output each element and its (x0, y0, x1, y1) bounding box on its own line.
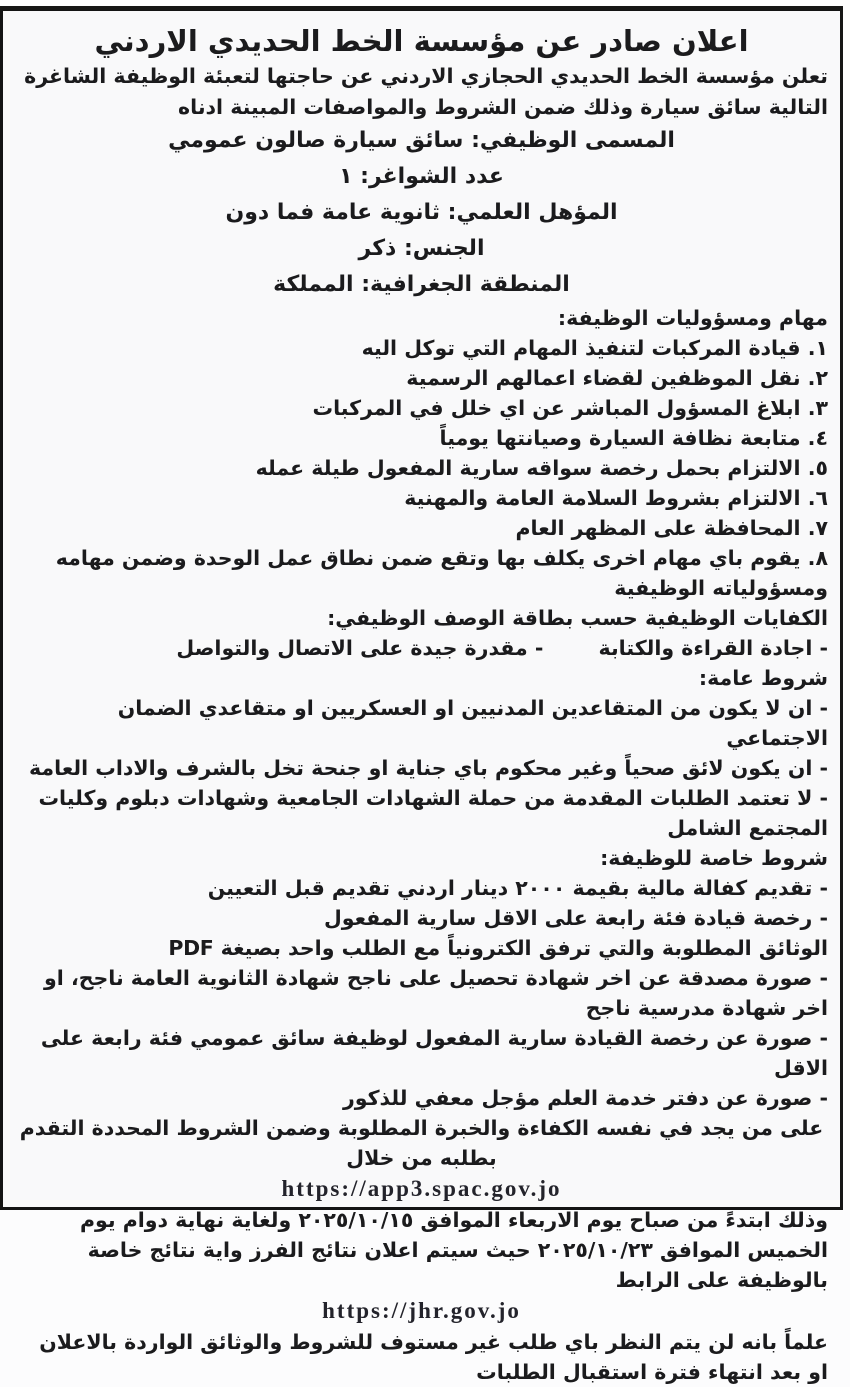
general-condition-2: - ان يكون لائق صحياً وغير محكوم باي جناية او جنحة تخل بالشرف والاداب العامة (29, 756, 828, 780)
spec-gender: الجنس: ذكر (358, 236, 485, 261)
duty-item-8: ٨. يقوم باي مهام اخرى يكلف بها وتقع ضمن نطاق عمل الوحدة وضمن مهامه ومسؤولياته الوظيفية (55, 546, 828, 600)
announcement-title: اعلان صادر عن مؤسسة الخط الحديدي الاردني (94, 24, 749, 58)
announcement-frame (0, 6, 843, 1384)
document-item-3: - صورة عن دفتر خدمة العلم مؤجل معفي للذكور (342, 1086, 828, 1110)
general-conditions-heading: شروط عامة: (698, 666, 828, 690)
general-condition-1: - ان لا يكون من المتقاعدين المدنيين او العسكريين او متقاعدي الضمان الاجتماعي (117, 696, 828, 750)
duty-item-3: ٣. ابلاغ المسؤول المباشر عن اي خلل في المركبات (312, 396, 828, 420)
footer-note: علماً بانه لن يتم النظر باي طلب غير مستوف للشروط والوثائق الواردة بالاعلان او بعد انتهاء فترة استقبال الطلبات (39, 1330, 828, 1384)
duty-item-4: ٤. متابعة نظافة السيارة وصيانتها يومياً (439, 426, 828, 450)
duty-item-2: ٢. نقل الموظفين لقضاء اعمالهم الرسمية (406, 366, 828, 390)
spec-qualification: المؤهل العلمي: ثانوية عامة فما دون (225, 200, 618, 225)
application-url-link[interactable]: https://app3.spac.gov.jo (281, 1176, 562, 1201)
documents-heading: الوثائق المطلوبة والتي ترفق الكترونياً مع الطلب واحد بصيغة PDF (168, 936, 828, 960)
competency-communication: - مقدرة جيدة على الاتصال والتواصل (176, 636, 544, 660)
spec-geographic-area: المنطقة الجغرافية: المملكة (273, 272, 570, 297)
duty-item-1: ١. قيادة المركبات لتنفيذ المهام التي توكل اليه (361, 336, 828, 360)
special-condition-1: - تقديم كفالة مالية بقيمة ٢٠٠٠ دينار اردني تقديم قبل التعيين (207, 876, 828, 900)
competency-reading-writing: - اجادة القراءة والكتابة (598, 636, 828, 660)
job-specs (15, 123, 828, 303)
special-condition-2: - رخصة قيادة فئة رابعة على الاقل سارية المفعول (323, 906, 828, 930)
special-conditions-heading: شروط خاصة للوظيفة: (600, 846, 828, 870)
competencies-line (15, 633, 828, 663)
spec-job-title: المسمى الوظيفي: سائق سيارة صالون عمومي (168, 128, 675, 153)
duty-item-5: ٥. الالتزام بحمل رخصة سواقه سارية المفعول طيلة عمله (255, 456, 828, 480)
duty-item-6: ٦. الالتزام بشروط السلامة العامة والمهنية (404, 486, 828, 510)
results-url-link[interactable]: https://jhr.gov.jo (322, 1298, 521, 1323)
competencies-heading: الكفايات الوظيفية حسب بطاقة الوصف الوظيفي: (327, 606, 828, 630)
apply-instruction: على من يجد في نفسه الكفاءة والخبرة المطلوبة وضمن الشروط المحددة التقدم بطلبه من خلال (19, 1116, 824, 1170)
document-item-1: - صورة مصدقة عن اخر شهادة تحصيل على ناجح شهادة الثانوية العامة ناجح، او اخر شهادة مدرسية ناجح (44, 966, 828, 1020)
document-item-2: - صورة عن رخصة القيادة سارية المفعول لوظيفة سائق عمومي فئة رابعة على الاقل (40, 1026, 828, 1080)
spec-vacancies-count: عدد الشواغر: ١ (339, 164, 504, 189)
duties-heading: مهام ومسؤوليات الوظيفة: (557, 306, 828, 330)
general-condition-3: - لا تعتمد الطلبات المقدمة من حملة الشهادات الجامعية وشهادات دبلوم وكليات المجتمع الشامل (38, 786, 828, 840)
intro-paragraph: تعلن مؤسسة الخط الحديدي الحجازي الاردني عن حاجتها لتعبئة الوظيفة الشاغرة التالية سائق سيارة وذلك ضمن الشروط والمواصفات المبينة ادناه (24, 64, 828, 119)
duty-item-7: ٧. المحافظة على المظهر العام (515, 516, 828, 540)
dates-paragraph: وذلك ابتدءً من صباح يوم الاربعاء الموافق ٢٠٢٥/١٠/١٥ ولغاية نهاية دوام يوم الخميس الموافق ٢٠٢٥/١٠/٢٣ حيث سيتم اعلان نتائج الفرز واية نتائج خاصة بالوظيفة على الرابط (80, 1208, 828, 1292)
